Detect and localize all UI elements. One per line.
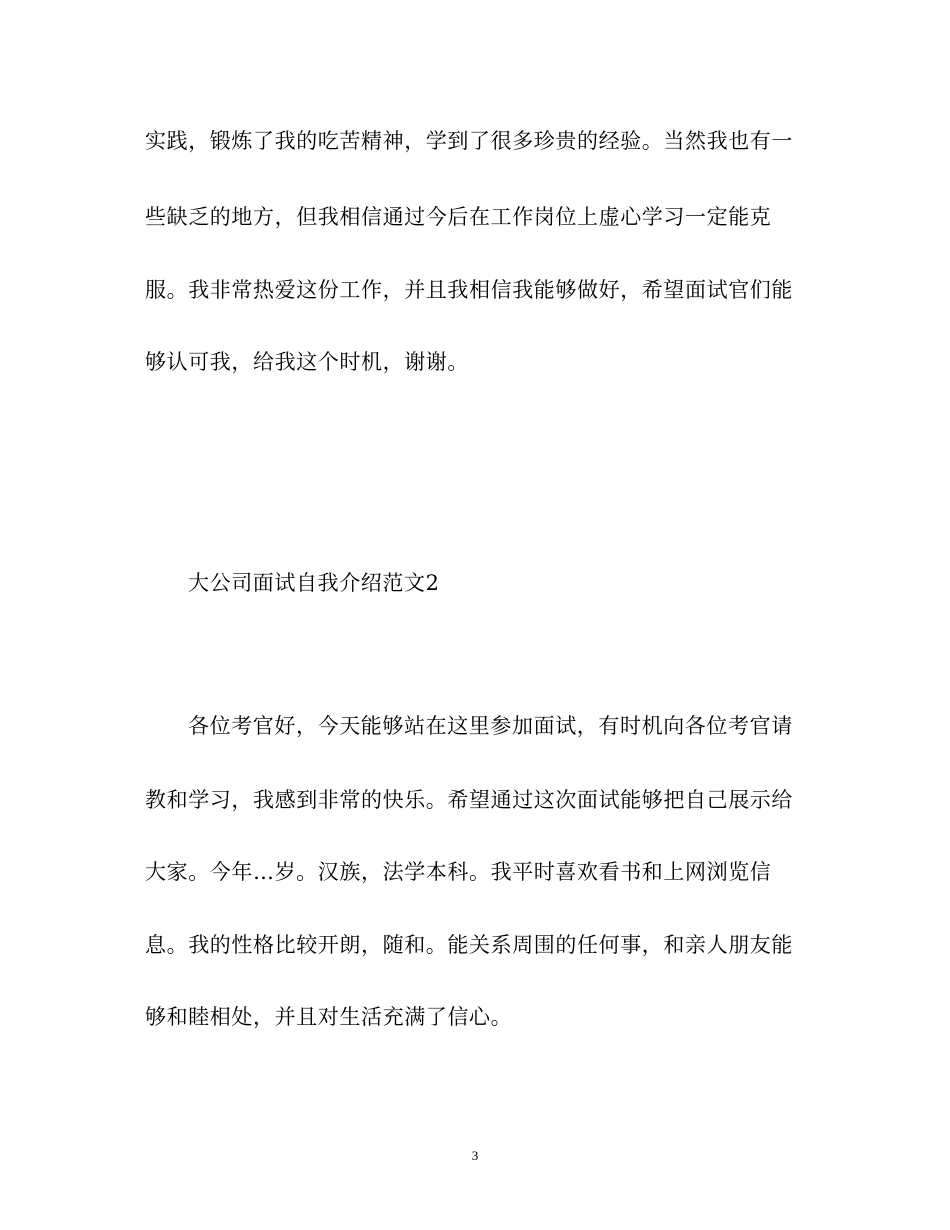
paragraph-line: 够认可我，给我这个时机，谢谢。 — [145, 350, 469, 374]
paragraph-line: 教和学习，我感到非常的快乐。希望通过这次面试能够把自己展示给 — [145, 788, 793, 812]
section-heading: 大公司面试自我介绍范文2 — [188, 571, 440, 595]
paragraph-line: 实践，锻炼了我的吃苦精神，学到了很多珍贵的经验。当然我也有一 — [145, 129, 793, 153]
paragraph-line: 服。我非常热爱这份工作，并且我相信我能够做好，希望面试官们能 — [145, 278, 793, 302]
paragraph-line: 各位考官好，今天能够站在这里参加面试，有时机向各位考官请 — [188, 714, 793, 738]
paragraph-line: 大家。今年…岁。汉族，法学本科。我平时喜欢看书和上网浏览信 — [145, 860, 772, 884]
paragraph-line: 些缺乏的地方，但我相信通过今后在工作岗位上虚心学习一定能克 — [145, 205, 772, 229]
page-number: 3 — [471, 1148, 479, 1163]
paragraph-line: 够和睦相处，并且对生活充满了信心。 — [145, 1005, 513, 1029]
paragraph-line: 息。我的性格比较开朗，随和。能关系周围的任何事，和亲人朋友能 — [145, 933, 793, 957]
